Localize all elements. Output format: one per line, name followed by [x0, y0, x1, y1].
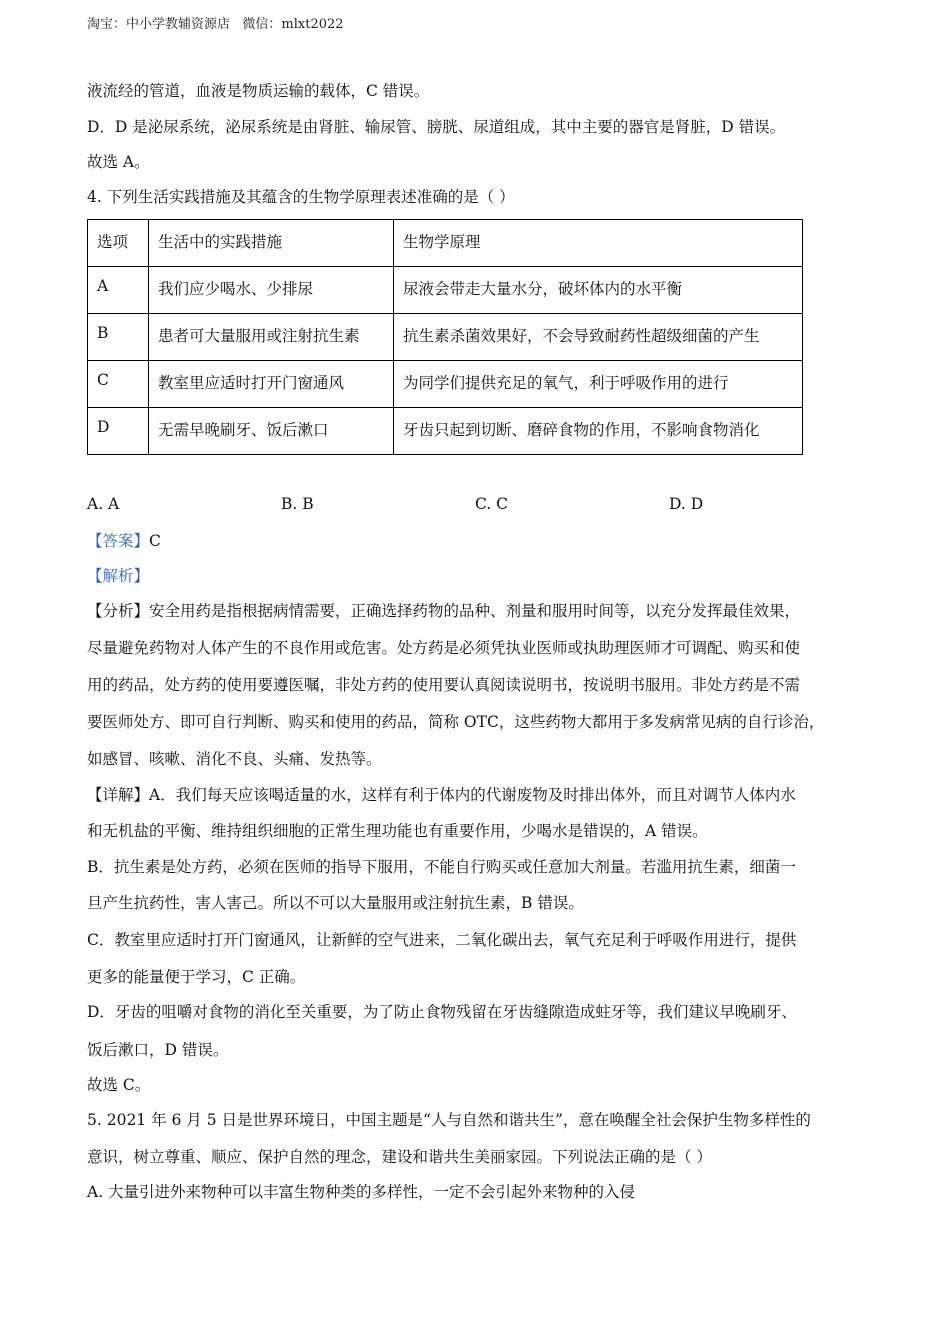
answer-label: 【答案】	[87, 532, 150, 550]
table-cell: A	[88, 267, 149, 314]
page-header: 淘宝：中小学教辅资源店 微信：mlxt2022	[87, 17, 344, 32]
option-c: C. C	[475, 495, 509, 513]
table-cell: 为同学们提供充足的氧气，利于呼吸作用的进行	[394, 361, 803, 408]
answer-value: C	[149, 532, 161, 550]
q5-stem-line-2: 意识，树立尊重、顺应、保护自然的理念，建设和谐共生美丽家园。下列说法正确的是（ ）	[87, 1148, 712, 1166]
table-row	[88, 267, 803, 314]
table-cell: 教室里应适时打开门窗通风	[149, 361, 394, 408]
analysis-line: 和无机盐的平衡、维持组织细胞的正常生理功能也有重要作用，少喝水是错误的，A 错误。	[87, 822, 708, 840]
table-cell: 尿液会带走大量水分，破坏体内的水平衡	[394, 267, 803, 314]
analysis-line: 旦产生抗药性，害人害己。所以不可以大量服用或注射抗生素，B 错误。	[87, 894, 584, 912]
table-cell: 抗生素杀菌效果好，不会导致耐药性超级细菌的产生	[394, 314, 803, 361]
table-header-row	[88, 220, 803, 267]
analysis-line: 用的药品，处方药的使用要遵医嘱，非处方药的使用要认真阅读说明书，按说明书服用。非处方药是不需	[87, 676, 801, 694]
answer-line	[87, 530, 877, 552]
analysis-line: 要医师处方、即可自行判断、购买和使用的药品，简称 OTC，这些药物大都用于多发病常见病的自行诊治，	[87, 713, 825, 731]
option-a: A. A	[87, 495, 120, 513]
prev-line-1: 液流经的管道，血液是物质运输的载体，C 错误。	[87, 82, 430, 100]
q4-options	[87, 495, 877, 517]
table-cell: 无需早晚刷牙、饭后漱口	[149, 408, 394, 455]
analysis-line: 如感冒、咳嗽、消化不良、头痛、发热等。	[87, 750, 382, 768]
table-header-cell: 选项	[88, 220, 149, 267]
table-cell: 患者可大量服用或注射抗生素	[149, 314, 394, 361]
analysis-line: D．牙齿的咀嚼对食物的消化至关重要，为了防止食物残留在牙齿缝隙造成蛀牙等，我们建议早晚刷牙、	[87, 1003, 797, 1021]
q4-table	[87, 219, 803, 455]
prev-line-2: D．D 是泌尿系统，泌尿系统是由肾脏、输尿管、膀胱、尿道组成，其中主要的器官是肾脏，D 错误。	[87, 118, 786, 136]
table-row	[88, 361, 803, 408]
q4-stem: 4. 下列生活实践措施及其蕴含的生物学原理表述准确的是（ ）	[87, 188, 515, 206]
analysis-line: C．教室里应适时打开门窗通风，让新鲜的空气进来，二氧化碳出去，氧气充足利于呼吸作用进行，提供	[87, 931, 797, 949]
table-cell: 牙齿只起到切断、磨碎食物的作用，不影响食物消化	[394, 408, 803, 455]
table-header-cell: 生物学原理	[394, 220, 803, 267]
table-cell: C	[88, 361, 149, 408]
q5-stem-line-1: 5. 2021 年 6 月 5 日是世界环境日，中国主题是“人与自然和谐共生”，意在唤醒全社会保护生物多样性的	[87, 1111, 811, 1129]
analysis-line: 【详解】A．我们每天应该喝适量的水，这样有利于体内的代谢废物及时排出体外，而且对调节人体内水	[87, 786, 796, 804]
analysis-line: 更多的能量便于学习，C 正确。	[87, 968, 306, 986]
analysis-line: 故选 C。	[87, 1076, 151, 1094]
analysis-label: 【解析】	[87, 567, 150, 585]
prev-line-3: 故选 A。	[87, 153, 150, 171]
analysis-line: B．抗生素是处方药，必须在医师的指导下服用，不能自行购买或任意加大剂量。若滥用抗生素，细菌一	[87, 858, 796, 876]
table-cell: D	[88, 408, 149, 455]
analysis-line: 尽量避免药物对人体产生的不良作用或危害。处方药是必须凭执业医师或执助理医师才可调配、购买和使	[87, 639, 801, 657]
q5-option-a: A. 大量引进外来物种可以丰富生物种类的多样性，一定不会引起外来物种的入侵	[87, 1183, 636, 1201]
table-header-cell: 生活中的实践措施	[149, 220, 394, 267]
table-row	[88, 408, 803, 455]
table-row	[88, 314, 803, 361]
option-b: B. B	[281, 495, 314, 513]
table-cell: B	[88, 314, 149, 361]
table-cell: 我们应少喝水、少排尿	[149, 267, 394, 314]
analysis-line: 饭后漱口，D 错误。	[87, 1041, 229, 1059]
analysis-line: 【分析】安全用药是指根据病情需要，正确选择药物的品种、剂量和服用时间等，以充分发挥最佳效果，	[87, 602, 801, 620]
option-d: D. D	[669, 495, 704, 513]
